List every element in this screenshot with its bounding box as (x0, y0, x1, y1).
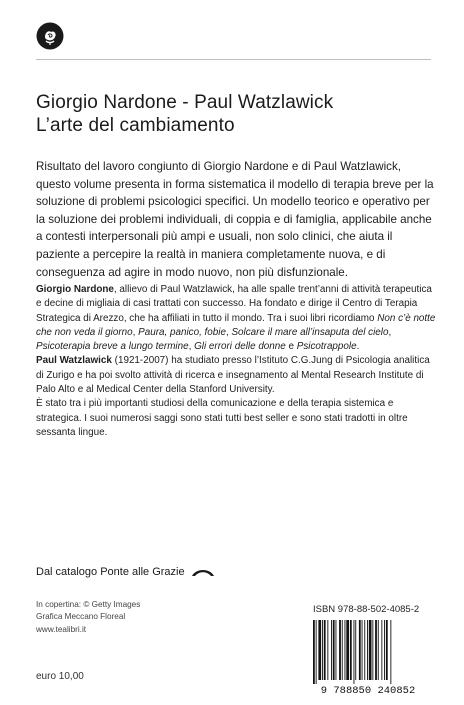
author-bios (36, 283, 436, 440)
catalog-label: Dal catalogo Ponte alle Grazie (36, 566, 185, 578)
isbn-label: ISBN 978-88-502-4085-2 (313, 604, 420, 615)
barcode-bar (333, 620, 335, 680)
barcode-bar (372, 620, 373, 680)
bio-watzlawick-text-1: (1921-2007) ha studiato presso l’Istituto C.G.Jung di Psicologia analitica di Zurigo e ha poi svolto attività di ricerca e insegnamento al Mental Research Institute di Palo Alto e al Medical Center della Stanford University. (36, 355, 430, 396)
separator: , (225, 326, 232, 338)
bio-watzlawick-text-2: È stato tra i più importanti studiosi della comunicazione e della terapia sistemica e strategica. I suoi numerosi saggi sono stati tutti best seller e sono stati tradotti in oltre sessanta lingue. (36, 398, 408, 438)
separator: , (132, 326, 139, 338)
barcode-bar (324, 620, 326, 680)
barcode-bar (316, 620, 317, 684)
bio-nardone-book-2: Paura, panico, fobie (138, 326, 226, 338)
bridge-icon (191, 567, 215, 577)
barcode-bar (345, 620, 346, 680)
barcode-bar (336, 620, 337, 680)
barcode-bar (322, 620, 323, 680)
bio-watzlawick-name: Paul Watzlawick (36, 355, 112, 367)
book-title: L’arte del cambiamento (36, 115, 235, 136)
barcode-bar (313, 620, 315, 684)
barcode-bar (355, 620, 356, 680)
barcode-bar (378, 620, 379, 680)
bio-nardone-text: , allievo di Paul Watzlawick, ha alle spalle trent’anni di attività terapeutica e decine di migliaia di casi trattati con successo. Ha fondato e dirige il Centro di Terapia Strategica di Arezzo, che ha affiliati in tutto il mondo. Tra i suoi libri ricordiamo (36, 284, 432, 324)
description-text: Risultato del lavoro congiunto di Giorgio Nardone e di Paul Watzlawick, questo volume presenta in forma sistematica il modello di terapia breve per la soluzione di problemi psicologici specifici. Un modello teorico e operativo per la soluzione dei problemi individuali, di coppia e di famiglia, applicabile anche a contesti interpersonali più ampi e usuali, non solo clinici, che aiuta il paziente a percepire la realtà in maniera completamente nuova, e di conseguenza ad agire in modo nuovo, non più disfunzionale. (36, 160, 434, 279)
barcode-bar (346, 620, 349, 680)
barcode-bar (384, 620, 385, 680)
bio-nardone (36, 283, 436, 354)
price: euro 10,00 (36, 671, 84, 682)
bio-nardone-name: Giorgio Nardone (36, 284, 114, 295)
barcode-bar (381, 620, 382, 680)
catalog-line (36, 565, 215, 579)
barcode-bar (318, 620, 321, 680)
bio-nardone-book-5: Gli errori delle donne (194, 341, 286, 353)
bio-nardone-book-6: Psicotrappole (296, 341, 357, 353)
barcode-bar (359, 620, 361, 680)
barcode-bar (375, 620, 377, 680)
book-description (36, 158, 436, 281)
rose-logo-icon (36, 22, 64, 50)
website: www.tealibri.it (36, 624, 87, 634)
title-block (36, 91, 333, 137)
header-divider (36, 59, 431, 60)
barcode-bar (331, 620, 332, 680)
barcode (303, 618, 433, 696)
bio-nardone-book-3: Solcare il mare all’insaputa del cielo (231, 326, 389, 338)
barcode-bar (339, 620, 341, 680)
separator: e (285, 341, 297, 353)
barcode-bar (364, 620, 365, 680)
bio-nardone-book-1: Non c’è notte che non veda il giorno (36, 312, 436, 338)
barcode-bar (362, 620, 363, 680)
credits (36, 599, 140, 636)
barcode-bar (342, 620, 343, 680)
bio-nardone-book-4: Psicoterapia breve a lungo termine (36, 341, 189, 353)
barcode-bar (350, 620, 352, 680)
separator: , (388, 326, 392, 338)
bio-watzlawick (36, 354, 436, 397)
barcode-bar (327, 620, 328, 680)
barcode-bar (369, 620, 372, 680)
separator: , (188, 341, 195, 353)
cover-credit: In copertina: © Getty Images (36, 600, 141, 609)
barcode-bar (386, 620, 388, 680)
design-credit: Grafica Meccano Floreal (36, 612, 126, 622)
barcode-digits: 9 788850 240852 (320, 685, 416, 696)
barcode-bar (390, 620, 391, 684)
separator: . (356, 341, 360, 353)
barcode-bar (367, 620, 368, 680)
barcode-bar (354, 620, 355, 684)
authors: Giorgio Nardone - Paul Watzlawick (36, 92, 334, 113)
